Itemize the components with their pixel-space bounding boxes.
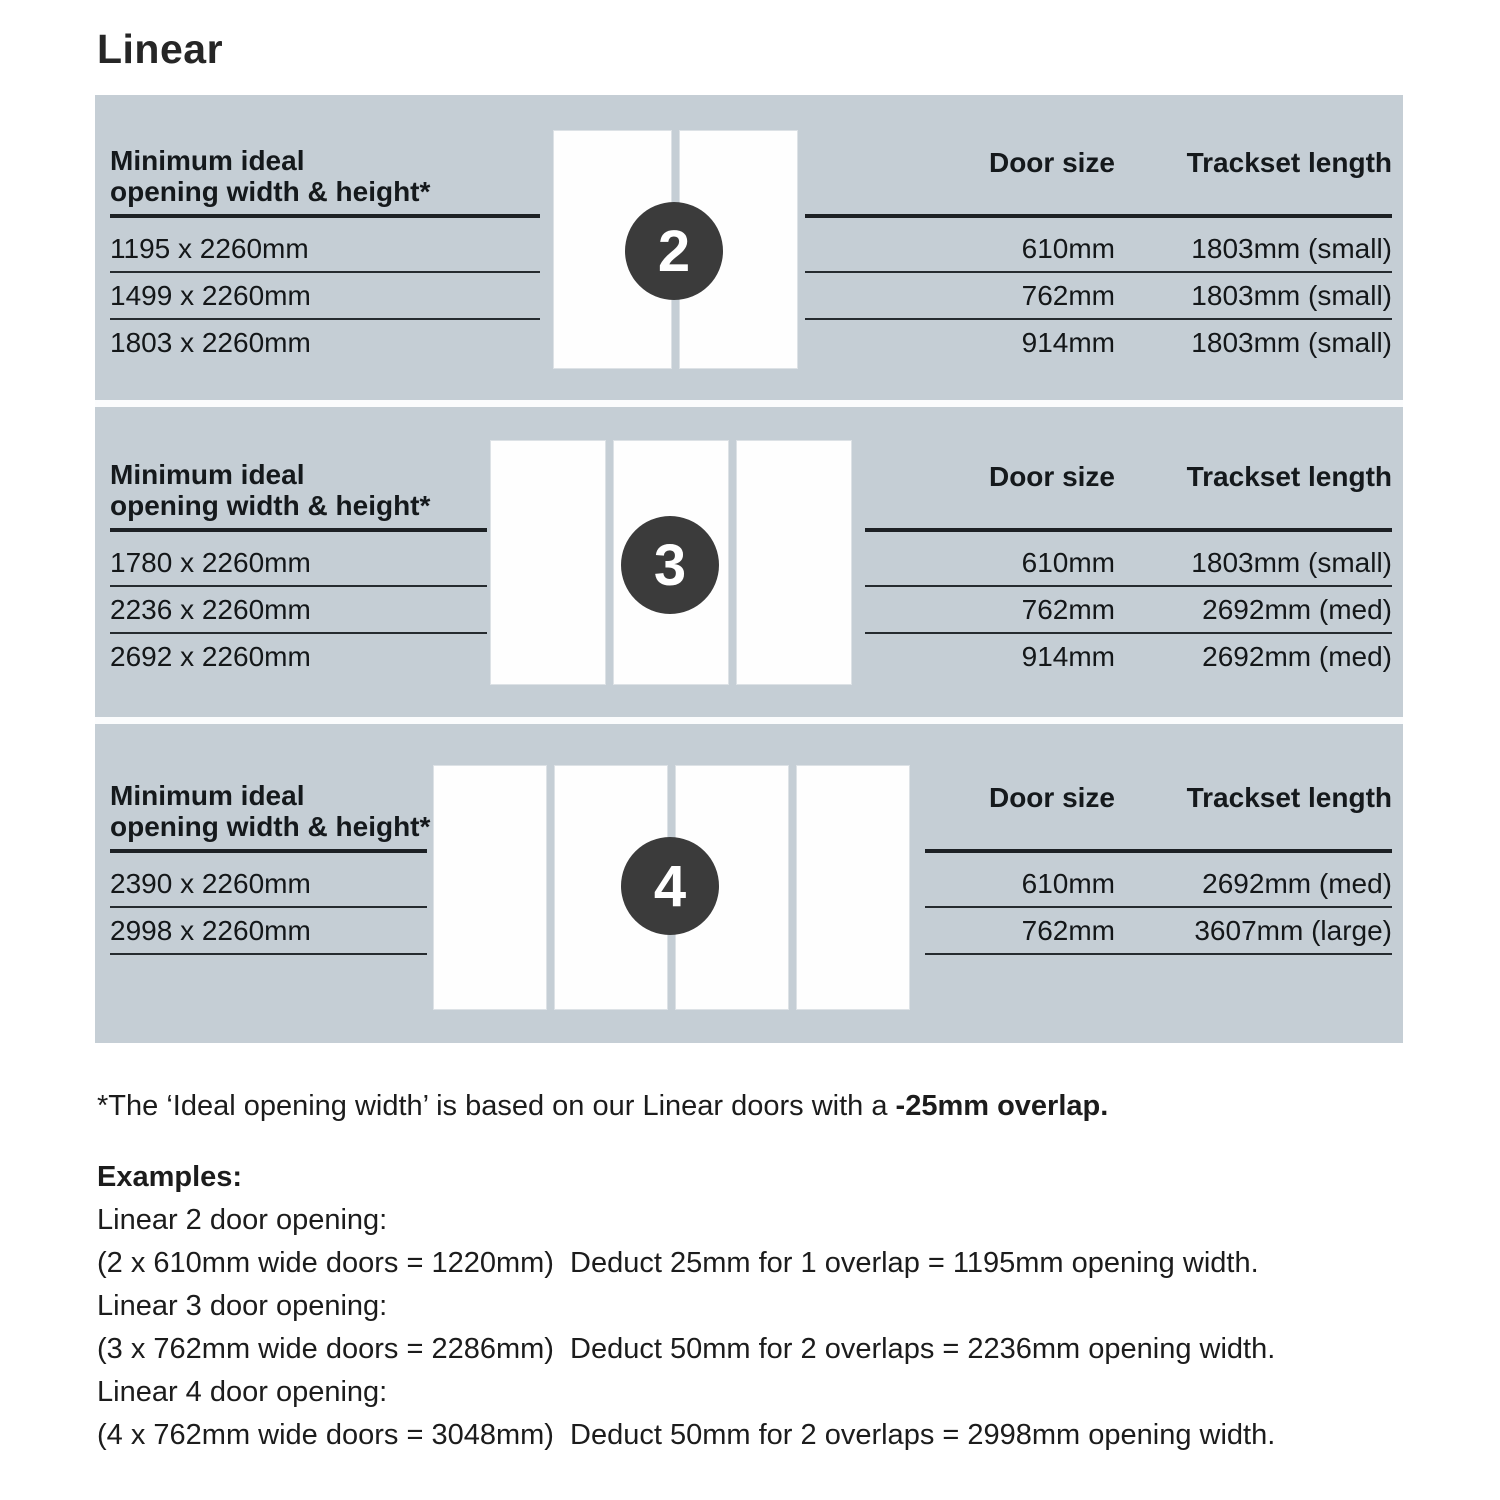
table-row [805,273,1392,320]
size-table-header [989,148,1392,178]
door-size-value: 610mm [1021,233,1115,264]
table-row [925,861,1392,908]
opening-size-table [110,540,487,679]
door-size-table [805,226,1392,365]
section-linear-4-door [95,730,1403,1040]
opening-size-header-line1: Minimum ideal [110,459,305,490]
door-panel [796,765,910,1010]
opening-size-header [110,145,430,207]
size-table-header [989,462,1392,492]
door-size-header: Door size [988,147,1115,178]
example-calc: (2 x 610mm wide doors = 1220mm) Deduct 25mm for 1 overlap = 1195mm opening width. [97,1247,1259,1279]
table-row [865,587,1392,634]
door-panel [490,440,606,685]
table-row: 1803 x 2260mm [110,327,311,358]
table-row: 1780 x 2260mm [110,540,487,587]
trackset-length-value: 1803mm (small) [1191,280,1392,311]
example-label: Linear 4 door opening: [97,1376,388,1408]
door-size-value: 610mm [1021,868,1115,899]
door-size-value: 610mm [1021,547,1115,578]
header-rule [805,214,1392,218]
table-row: 2692 x 2260mm [110,641,311,672]
opening-size-header [110,459,430,521]
page-title: Linear [97,26,224,72]
door-panel [736,440,852,685]
section-divider [95,717,1403,724]
footnote-bold: -25mm overlap. [895,1090,1109,1122]
trackset-length-value: 2692mm (med) [1202,641,1392,672]
door-count-badge: 4 [621,837,719,935]
trackset-length-value: 1803mm (small) [1191,547,1392,578]
door-size-header: Door size [988,782,1115,813]
opening-size-table [110,861,427,955]
table-row [805,320,1392,365]
footnote-text: *The ‘Ideal opening width’ is based on our Linear doors with a [97,1090,896,1122]
header-rule [110,214,540,218]
table-row: 2390 x 2260mm [110,861,427,908]
trackset-length-value: 2692mm (med) [1202,868,1392,899]
table-row: 2236 x 2260mm [110,587,487,634]
door-size-header: Door size [988,461,1115,492]
example-calc: (4 x 762mm wide doors = 3048mm) Deduct 50mm for 2 overlaps = 2998mm opening width. [97,1419,1276,1451]
header-rule [110,849,427,853]
table-row: 2998 x 2260mm [110,908,427,955]
door-count-badge: 3 [621,516,719,614]
table-row [865,540,1392,587]
opening-size-table [110,226,540,365]
table-row [805,226,1392,273]
door-size-value: 762mm [1021,594,1115,625]
trackset-length-value: 2692mm (med) [1202,594,1392,625]
table-row: 1195 x 2260mm [110,226,540,273]
door-size-table [865,540,1392,679]
opening-size-header-line1: Minimum ideal [110,780,305,811]
opening-size-header-line2: opening width & height* [110,176,431,207]
opening-size-header-line2: opening width & height* [110,811,431,842]
trackset-length-header: Trackset length [1186,147,1392,178]
door-panel [433,765,547,1010]
trackset-length-value: 3607mm (large) [1194,915,1392,946]
door-size-value: 914mm [1021,641,1115,672]
table-row: 1499 x 2260mm [110,273,540,320]
example-calc: (3 x 762mm wide doors = 2286mm) Deduct 50mm for 2 overlaps = 2236mm opening width. [97,1333,1276,1365]
header-rule [110,528,487,532]
trackset-length-value: 1803mm (small) [1191,327,1392,358]
trackset-length-value: 1803mm (small) [1191,233,1392,264]
door-size-table [925,861,1392,955]
header-rule [925,849,1392,853]
example-label: Linear 2 door opening: [97,1204,388,1236]
opening-size-header-line2: opening width & height* [110,490,431,521]
spec-panel [95,95,1403,1043]
door-size-value: 914mm [1021,327,1115,358]
door-size-value: 762mm [1021,915,1115,946]
door-count-badge: 2 [625,202,723,300]
example-label: Linear 3 door opening: [97,1290,388,1322]
size-table-header [989,783,1392,813]
door-size-value: 762mm [1021,280,1115,311]
trackset-length-header: Trackset length [1186,461,1392,492]
table-row [865,634,1392,679]
header-rule [865,528,1392,532]
examples-heading: Examples: [97,1161,243,1193]
section-linear-3-door [95,409,1403,719]
examples-block [97,1156,1275,1457]
opening-size-header [110,780,430,842]
opening-size-header-line1: Minimum ideal [110,145,305,176]
footnote [97,1090,1108,1123]
table-row [925,908,1392,955]
section-linear-2-door [95,95,1403,405]
trackset-length-header: Trackset length [1186,782,1392,813]
section-divider [95,400,1403,407]
